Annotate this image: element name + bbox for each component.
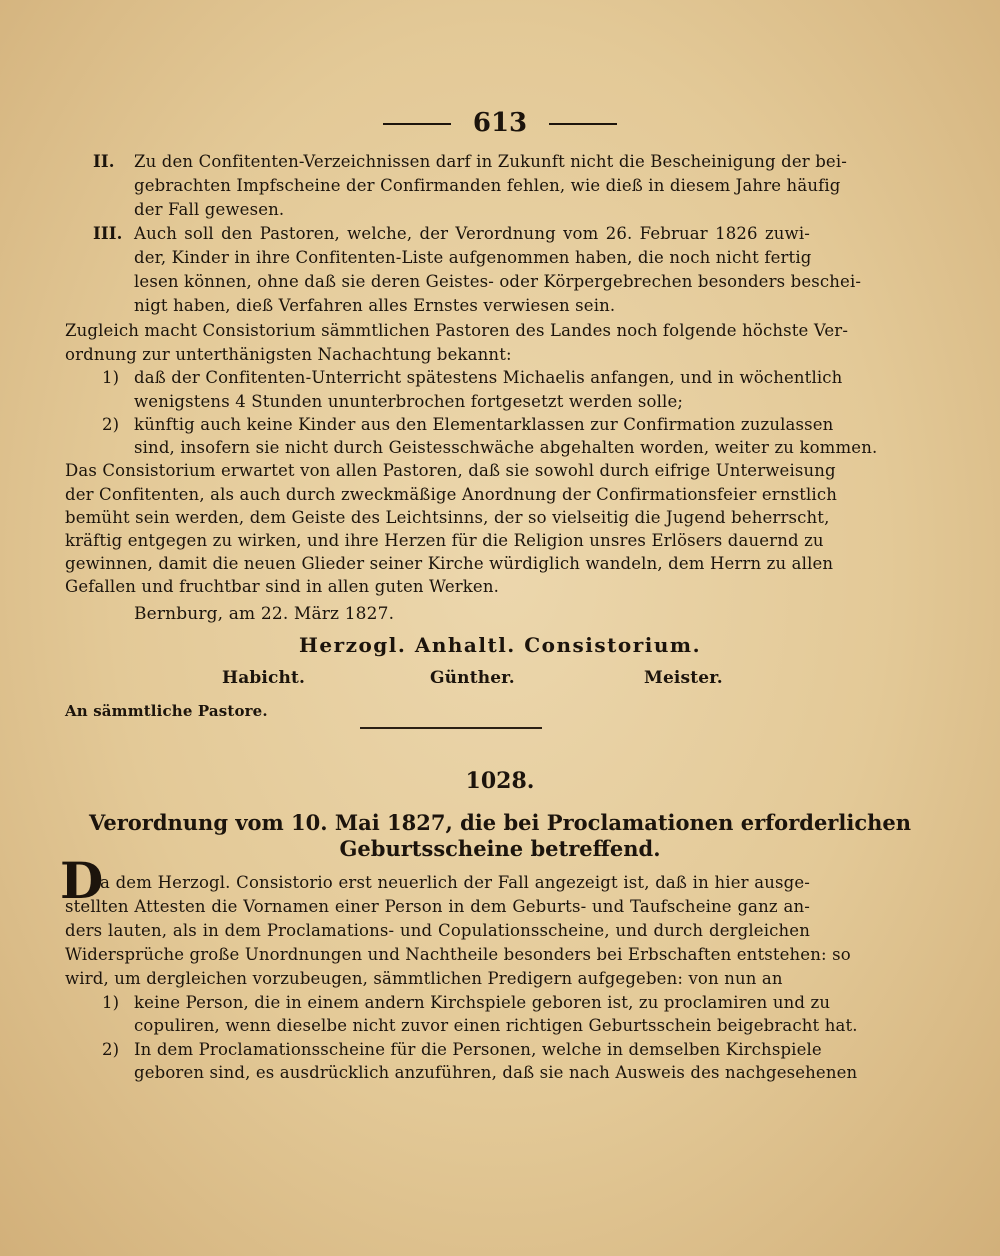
ordinance-title-line: Verordnung vom 10. Mai 1827, die bei Proclamationen erforderlichen [88, 810, 912, 835]
section-II-line: Zu den Confitenten-Verzeichnissen darf in Zukunft nicht die Bescheinigung der bei- [134, 152, 847, 171]
addressee: An sämmtliche Pastore. [65, 702, 268, 720]
closing-line: der Confitenten, als auch durch zweckmäßige Anordnung der Confirmationsfeier ernstlich [65, 485, 838, 504]
body-line: wird, um dergleichen vorzubeugen, sämmtlichen Predigern aufgegeben: von nun an [65, 969, 783, 988]
ordinance-number: 1028. [465, 768, 535, 794]
section-III-line: der, Kinder in ihre Confitenten-Liste aufgenommen haben, die noch nicht fertig [134, 248, 812, 267]
list-item-line: geboren sind, es ausdrücklich anzuführen, daß sie nach Ausweis des nachgesehenen [134, 1063, 858, 1082]
closing-line: bemüht sein werden, dem Geiste des Leichtsinns, der so vielseitig die Jugend beherrscht, [65, 508, 830, 527]
list-item-line: daß der Confitenten-Unterricht spätestens Michaelis anfangen, und in wöchentlich [134, 368, 843, 387]
closing-line: kräftig entgegen zu wirken, und ihre Herzen für die Religion unsres Erlösers dauernd zu [65, 531, 824, 550]
list-item-number: 1) [102, 993, 120, 1012]
list-item-line: sind, insofern sie nicht durch Geistesschwäche abgehalten worden, weiter zu kommen. [134, 438, 878, 457]
list-item-line: wenigstens 4 Stunden ununterbrochen fortgesetzt werden solle; [134, 392, 684, 411]
intro-line: ordnung zur unterthänigsten Nachachtung bekannt: [65, 345, 512, 364]
body-line: ders lauten, als in dem Proclamations- und Copulationsscheine, und durch dergleichen [65, 921, 810, 940]
list-item-number: 2) [102, 415, 120, 434]
signatory-name: Günther. [430, 668, 515, 688]
list-item-number: 2) [102, 1040, 120, 1059]
header-rule-left [383, 123, 451, 125]
page-header [0, 108, 1000, 138]
list-item-line: In dem Proclamationsscheine für die Personen, welche in demselben Kirchspiele [134, 1040, 822, 1059]
section-III-numeral: III. [93, 224, 123, 243]
closing-line: gewinnen, damit die neuen Glieder seiner Kirche würdiglich wandeln, dem Herrn zu allen [65, 554, 834, 573]
body-line: a dem Herzogl. Consistorio erst neuerlich der Fall angezeigt ist, daß in hier ausge- [100, 873, 810, 892]
ordinance-title-line: Geburtsscheine betreffend. [339, 836, 661, 861]
closing-line: Das Consistorium erwartet von allen Pastoren, daß sie sowohl durch eifrige Unterweisung [65, 461, 836, 480]
section-III-line: nigt haben, dieß Verfahren alles Ernstes verwiesen sein. [134, 296, 616, 315]
section-II-numeral: II. [93, 152, 115, 171]
place-date: Bernburg, am 22. März 1827. [134, 604, 395, 624]
section-III-line: lesen können, ohne daß sie deren Geistes- oder Körpergebrechen besonders beschei- [134, 272, 862, 291]
page-number: 613 [472, 108, 528, 138]
list-item-line: keine Person, die in einem andern Kirchspiele geboren ist, zu proclamiren und zu [134, 993, 831, 1012]
signatory-name: Habicht. [222, 668, 306, 688]
intro-line: Zugleich macht Consistorium sämmtlichen Pastoren des Landes noch folgende höchste Ver- [65, 321, 849, 340]
closing-line: Gefallen und fruchtbar sind in allen guten Werken. [65, 577, 500, 596]
list-item-line: künftig auch keine Kinder aus den Elementarklassen zur Confirmation zuzulassen [134, 415, 834, 434]
section-II-line: gebrachten Impfscheine der Confirmanden fehlen, wie dieß in diesem Jahre häufig [134, 176, 841, 195]
body-line: stellten Attesten die Vornamen einer Person in dem Geburts- und Taufscheine ganz an- [65, 897, 810, 916]
signatory-name: Meister. [644, 668, 723, 688]
drop-cap: D [60, 851, 104, 910]
section-II-line: der Fall gewesen. [134, 200, 285, 219]
list-item-number: 1) [102, 368, 120, 387]
list-item-line: copuliren, wenn dieselbe nicht zuvor einen richtigen Geburtsschein beigebracht hat. [134, 1016, 858, 1035]
section-divider [360, 727, 542, 729]
authority-signature: Herzogl. Anhaltl. Consistorium. [298, 633, 702, 657]
body-line: Widersprüche große Unordnungen und Nachtheile besonders bei Erbschaften entstehen: so [65, 945, 851, 964]
header-rule-right [549, 123, 617, 125]
section-III-line: Auch soll den Pastoren, welche, der Verordnung vom 26. Februar 1826 zuwi- [134, 224, 810, 243]
